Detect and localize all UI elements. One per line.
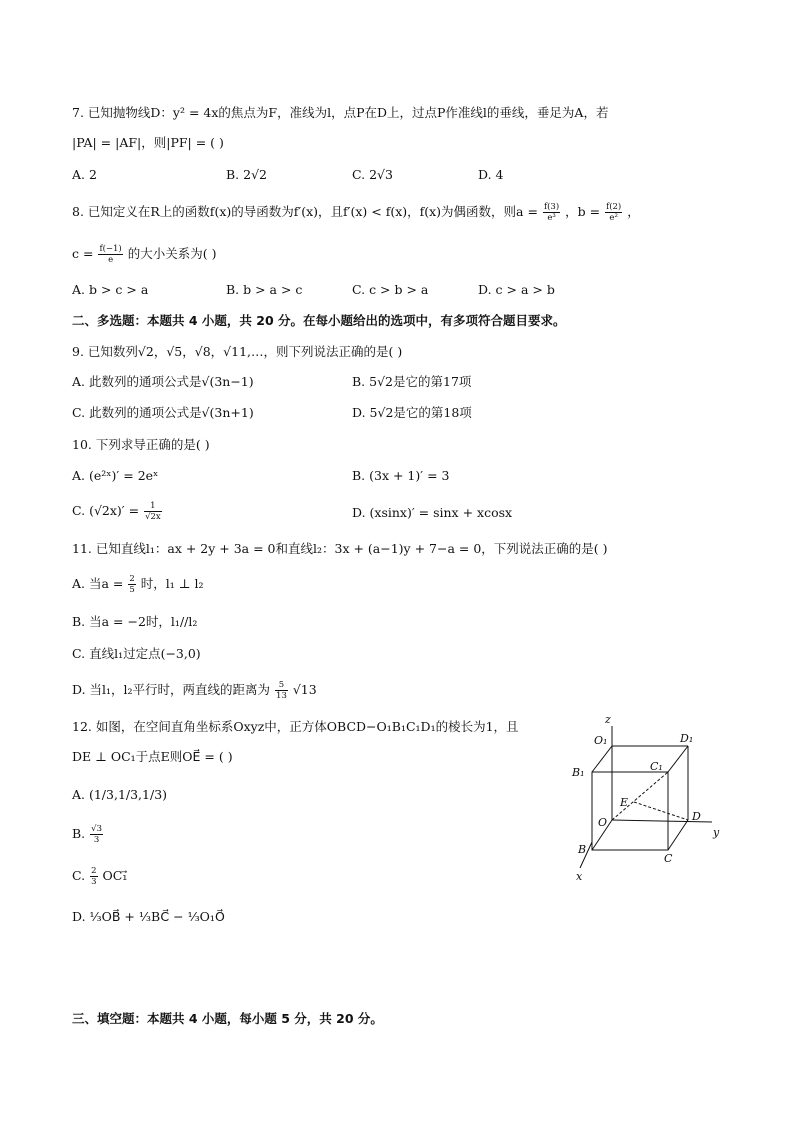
fraction-q11d: $\frac{5}{13}$ (276, 680, 287, 701)
fraction-q12b: $\frac{√3}{3}$ (91, 824, 102, 845)
label-e: E (620, 796, 629, 809)
fraction-b: $\frac{f(2)}{\text{e²}}$ (606, 202, 622, 223)
q7-stem-line2: |PA| = |AF|，则|PF| = ( ) (72, 135, 224, 150)
q9-stem: 9. 已知数列√2，√5，√8，√11,…，则下列说法正确的是( ) (72, 344, 403, 359)
label-b: B (578, 843, 587, 856)
q9-option-c: C. 此数列的通项公式是√(3n+1) (72, 405, 254, 420)
q7-option-b: B. 2√2 (226, 167, 268, 182)
q10-option-d: D. (xsinx)′ = sinx + xcosx (352, 505, 513, 520)
q11-option-d: D. 当l₁，l₂平行时，两直线的距离为 $\frac{5}{13}$ √13 (72, 680, 317, 701)
q10-stem: 10. 下列求导正确的是( ) (72, 437, 210, 452)
q12-option-c: C. $\frac{2}{3}$ OC₁⃗ (72, 866, 128, 887)
front-face (592, 772, 668, 850)
edge-b1-o1 (592, 746, 612, 772)
label-d: D (692, 810, 701, 823)
q7-stem-line1: 7. 已知抛物线D：y² = 4x的焦点为F，准线为l，点P在D上，过点P作准线l的垂线，垂足为A，若 (72, 105, 609, 120)
q8-option-b: B. b > a > c (226, 282, 303, 297)
q10-option-c: C. (√2x)′ = $\frac{1}{√2x}$ (72, 501, 161, 522)
fraction-c: $\frac{f(-1)}{e}$ (99, 244, 122, 265)
label-d1: D₁ (680, 732, 694, 745)
label-o1: O₁ (594, 734, 608, 747)
q9-option-d: D. 5√2是它的第18项 (352, 405, 472, 420)
fraction-q12c: $\frac{2}{3}$ (91, 866, 97, 887)
q12-option-a: A. (1/3,1/3,1/3) (72, 787, 168, 802)
fraction-q11a: $\frac{2}{5}$ (129, 574, 135, 595)
edge-c-d (668, 820, 688, 850)
label-y: y (713, 826, 720, 839)
q12-stem-line1: 12. 如图，在空间直角坐标系Oxyz中，正方体OBCD−O₁B₁C₁D₁的棱长为1，且 (72, 719, 519, 734)
q9-option-b: B. 5√2是它的第17项 (352, 374, 472, 389)
q10-option-b: B. (3x + 1)′ = 3 (352, 468, 450, 483)
q8-option-c: C. c > b > a (352, 282, 429, 297)
section-3-heading: 三、填空题：本题共 4 小题，每小题 5 分，共 20 分。 (72, 1011, 383, 1026)
q8-option-d: D. c > a > b (478, 282, 555, 297)
q11-option-c: C. 直线l₁过定点(−3,0) (72, 646, 201, 661)
fraction-a: $\frac{f(3)}{\text{e³}}$ (543, 202, 560, 223)
q7-option-a: A. 2 (72, 167, 97, 182)
q11-option-b: B. 当a = −2时，l₁//l₂ (72, 614, 198, 629)
q8-stem-line2: c = $\frac{f(-1)}{e}$ 的大小关系为( ) (72, 244, 217, 265)
q9-option-a: A. 此数列的通项公式是√(3n−1) (72, 374, 254, 389)
q8-option-a: A. b > c > a (72, 282, 149, 297)
label-o: O (598, 816, 608, 829)
label-b1: B₁ (572, 766, 585, 779)
segment-e-d (634, 802, 688, 820)
fraction-q10c: $\frac{1}{√2x}$ (145, 501, 161, 522)
q11-option-a: A. 当a = $\frac{2}{5}$ 时，l₁ ⊥ l₂ (72, 574, 204, 595)
q12-option-b: B. $\frac{√3}{3}$ (72, 824, 102, 845)
q12-stem-line2: DE ⊥ OC₁于点E则OE⃗ = ( ) (72, 749, 233, 764)
q8-stem-line1: 8. 已知定义在R上的函数f(x)的导函数为f′(x)，且f′(x) < f(x)，f(x)为偶函数，则a = $\frac{f(3)}{\text{e³}}$ ，b = $\frac{f(2)}{\text{e²}}$ ， (72, 202, 640, 223)
q12-option-d: D. ⅓OB⃗ + ⅓BC⃗ − ⅓O₁O⃗ (72, 909, 225, 924)
label-c1: C₁ (650, 760, 663, 773)
q10-option-a: A. (e²ˣ)′ = 2eˣ (72, 468, 159, 483)
edge-c1-d1 (668, 746, 688, 772)
q7-option-c: C. 2√3 (352, 167, 393, 182)
label-z: z (605, 713, 611, 726)
label-c: C (664, 852, 673, 865)
label-x: x (576, 870, 583, 883)
section-2-heading: 二、多选题：本题共 4 小题，共 20 分。在每小题给出的选项中，有多项符合题目要求。 (72, 313, 566, 328)
q11-stem: 11. 已知直线l₁：ax + 2y + 3a = 0和直线l₂：3x + (a−1)y + 7−a = 0，下列说法正确的是( ) (72, 541, 608, 556)
q7-option-d: D. 4 (478, 167, 504, 182)
cube-coordinate-figure (560, 710, 730, 885)
